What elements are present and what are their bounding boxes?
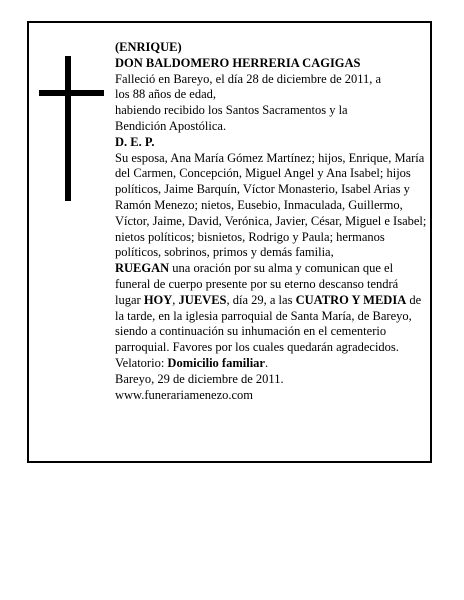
obituary-text	[115, 40, 427, 403]
website-link[interactable]: www.funerariamenezo.com	[115, 387, 254, 402]
ruegan-label: RUEGAN	[115, 261, 170, 276]
nickname: (ENRIQUE)	[115, 40, 182, 54]
sacraments-line-1: habiendo recibido los Santos Sacramentos y la	[115, 103, 348, 118]
closing-period: .	[264, 355, 269, 370]
age-line: los 88 años de edad,	[115, 87, 217, 102]
family-paragraph: Su esposa, Ana María Gómez Martínez; hijos, Enrique, María del Carmen, Concepción, Miguel Angel y Ana Isabel; hijos políticos, Jaime Barquín, Víctor Monasterio, Isabel Arias y Ramón Menezo; nietos, Eusebio, Inmaculada, Guillermo, Víctor, Jaime, David, Verónica, Javier, César, Miguel e Isabel; nietos políticos; bisnietos, Rodrigo y Paula; hermanos políticos, sobrinos, primos y demás familia,	[115, 150, 427, 260]
cross-vertical-bar	[65, 56, 71, 201]
sacraments-line-2: Bendición Apostólica.	[115, 118, 227, 133]
place-date: Bareyo, 29 de diciembre de 2011.	[115, 371, 284, 386]
deceased-name: DON BALDOMERO HERRERIA CAGIGAS	[115, 55, 361, 70]
velatorio-location: Domicilio familiar	[167, 355, 265, 370]
death-line: Falleció en Bareyo, el día 28 de diciembre de 2011, a	[115, 71, 382, 86]
funeral-paragraph	[115, 261, 427, 372]
hoy-label: HOY	[143, 292, 173, 307]
ceremony-text: de la tarde, en la iglesia parroquial de Santa María, de Bareyo, siendo a continuación su inhumación en el cementerio parroquial. Favores por los cuales quedarán agradecidos. Velatorio:	[115, 292, 422, 370]
cross-icon	[39, 56, 104, 201]
obituary-frame	[27, 21, 432, 463]
ruegan-text: una oración por su alma y comunican que el funeral de cuerpo presente por su eterno descanso tendrá lugar	[115, 261, 399, 307]
comma-separator: ,	[172, 292, 179, 307]
funeral-hour: CUATRO Y MEDIA	[295, 292, 407, 307]
day-text: , día 29, a las	[226, 292, 296, 307]
jueves-label: JUEVES	[178, 292, 227, 307]
dep-label: D. E. P.	[115, 134, 155, 149]
cross-horizontal-bar	[39, 90, 104, 96]
